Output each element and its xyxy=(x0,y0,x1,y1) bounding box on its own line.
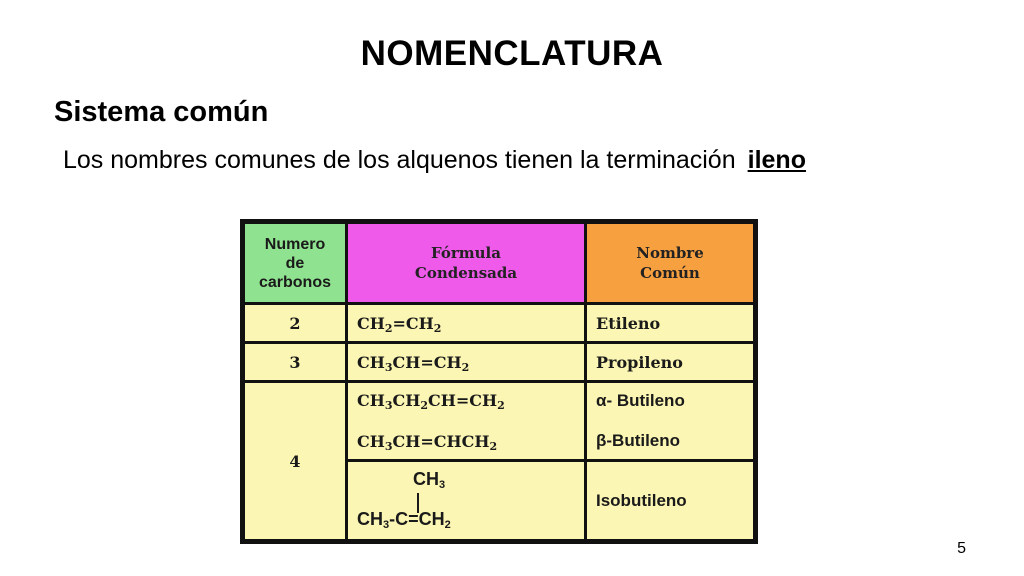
table-row xyxy=(245,305,753,341)
header-name-line: Común xyxy=(640,264,700,282)
header-carbons-line: de xyxy=(285,254,305,272)
formula-cell xyxy=(348,383,584,459)
name-beta: β-Butileno xyxy=(596,431,681,450)
carbons-cell: 2 xyxy=(245,305,345,341)
header-carbons-line: carbonos xyxy=(258,273,331,291)
header-formula-line: Fórmula xyxy=(431,244,501,262)
formula-part: -C=CH xyxy=(389,508,445,529)
slide-description xyxy=(63,146,806,175)
carbons-cell: 4 xyxy=(245,383,345,539)
alkene-table xyxy=(240,219,758,544)
formula-subscript: 3 xyxy=(384,399,393,412)
name-cell: Isobutileno xyxy=(587,462,753,539)
header-formula xyxy=(348,224,584,302)
header-name-line: Nombre xyxy=(636,244,704,262)
slide-title: NOMENCLATURA xyxy=(360,34,664,73)
formula-part: CH xyxy=(357,313,385,333)
main-chain xyxy=(357,509,451,530)
name-stack xyxy=(596,391,753,451)
branch-group xyxy=(413,469,445,490)
table-row xyxy=(245,383,753,459)
structural-formula-cell xyxy=(348,462,584,539)
formula-part: CH=CH xyxy=(392,352,462,372)
formula-cell xyxy=(348,344,584,380)
name-cell xyxy=(587,383,753,459)
formula-subscript: 3 xyxy=(384,440,393,453)
table-header-row xyxy=(245,224,753,302)
formula-subscript: 2 xyxy=(461,360,470,374)
formula-subscript: 2 xyxy=(384,321,393,335)
formula-subscript: 2 xyxy=(489,440,498,453)
formula-part: CH xyxy=(413,468,439,489)
formula-subscript: 2 xyxy=(420,399,429,412)
formula-subscript: 3 xyxy=(439,478,446,491)
name-cell: Etileno xyxy=(587,305,753,341)
name-alpha: α- Butileno xyxy=(596,391,685,410)
page-number: 5 xyxy=(957,540,966,557)
slide-subtitle: Sistema común xyxy=(54,96,269,128)
description-text: Los nombres comunes de los alquenos tienen la terminación xyxy=(63,146,736,174)
formula-subscript: 2 xyxy=(444,518,451,531)
formula-subscript: 3 xyxy=(383,518,390,531)
formula-line xyxy=(357,432,584,451)
table-row xyxy=(245,344,753,380)
name-cell: Propileno xyxy=(587,344,753,380)
formula-part: CH xyxy=(357,432,385,451)
header-carbons xyxy=(245,224,345,302)
formula-cell xyxy=(348,305,584,341)
formula-part: CH xyxy=(357,391,385,410)
formula-stack xyxy=(357,391,584,451)
carbons-cell: 3 xyxy=(245,344,345,380)
formula-subscript: 2 xyxy=(433,321,442,335)
header-formula-line: Condensada xyxy=(414,264,518,282)
structural-formula xyxy=(357,465,584,537)
formula-part: CH xyxy=(392,391,421,410)
formula-part: =CH xyxy=(392,313,434,333)
ending-term: ileno xyxy=(747,146,806,174)
formula-line xyxy=(357,391,584,410)
formula-subscript: 3 xyxy=(384,360,393,374)
formula-part: CH xyxy=(357,352,385,372)
header-carbons-line: Numero xyxy=(264,235,326,253)
header-common-name xyxy=(587,224,753,302)
formula-part: CH=CHCH xyxy=(392,432,490,451)
formula-subscript: 2 xyxy=(497,399,505,412)
formula-part: CH xyxy=(357,508,383,529)
formula-part: CH=CH xyxy=(428,391,498,410)
